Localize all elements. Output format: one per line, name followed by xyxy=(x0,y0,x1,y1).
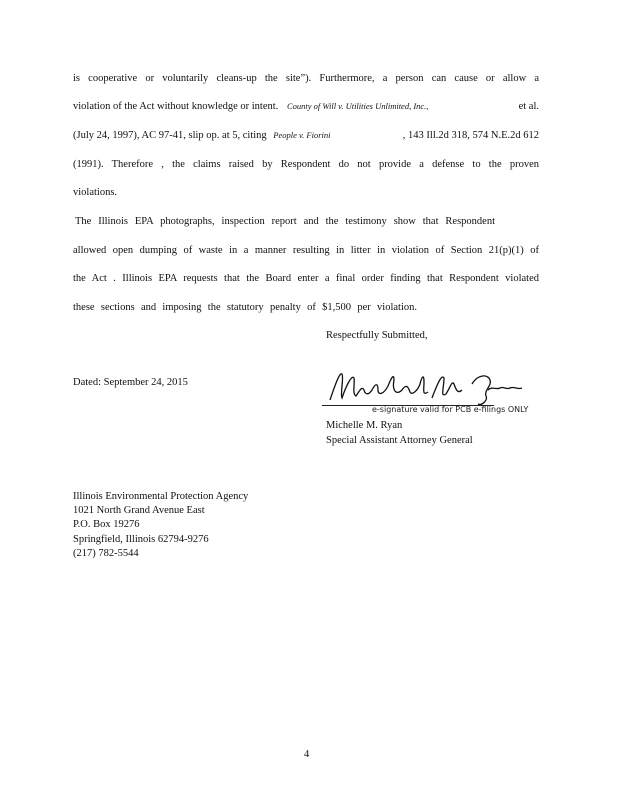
address-line-5: (217) 782-5544 xyxy=(73,548,139,559)
body-line-5: violations. xyxy=(73,187,118,198)
address-line-2: 1021 North Grand Avenue East xyxy=(73,505,205,516)
signer-name: Michelle M. Ryan xyxy=(326,420,403,431)
case-citation-2-tail: , 143 Ill.2d 318, 574 N.E.2d 612 xyxy=(402,130,539,141)
body-line-3 xyxy=(73,130,539,141)
case-citation-1: County of Will v. Utilities Unlimited, Inc., xyxy=(286,101,429,111)
address-line-3: P.O. Box 19276 xyxy=(73,519,140,530)
case-citation-2: People v. Fiorini xyxy=(273,130,331,140)
body-line-2-text: violation of the Act without knowledge or intent. xyxy=(73,101,279,112)
body-line-2 xyxy=(73,101,539,112)
para2-line-1: The Illinois EPA photographs, inspection report and the testimony show that Respondent xyxy=(75,216,495,227)
address-line-4: Springfield, Illinois 62794-9276 xyxy=(73,534,209,545)
para2-line-3: the Act . Illinois EPA requests that the Board enter a final order finding that Respondent violated xyxy=(73,273,539,284)
signer-title: Special Assistant Attorney General xyxy=(326,435,473,446)
case-citation-1-tail: et al. xyxy=(518,101,539,112)
body-line-1: is cooperative or voluntarily cleans-up the site”). Furthermore, a person can cause or allow a xyxy=(73,73,539,84)
esignature-note: e-signature valid for PCB e-filings ONLY xyxy=(372,405,529,414)
para2-line-4: these sections and imposing the statutory penalty of $1,500 per violation. xyxy=(73,302,417,313)
body-line-4: (1991). Therefore , the claims raised by Respondent do not provide a defense to the proven xyxy=(73,159,539,170)
para2-line-2: allowed open dumping of waste in a manner resulting in litter in violation of Section 21(p)(1) of xyxy=(73,245,539,256)
address-line-1: Illinois Environmental Protection Agency xyxy=(73,491,249,502)
closing-text: Respectfully Submitted, xyxy=(326,330,428,341)
dated-line: Dated: September 24, 2015 xyxy=(73,377,188,388)
page-number: 4 xyxy=(304,749,310,760)
body-line-3-text: (July 24, 1997), AC 97-41, slip op. at 5, citing xyxy=(73,130,267,141)
